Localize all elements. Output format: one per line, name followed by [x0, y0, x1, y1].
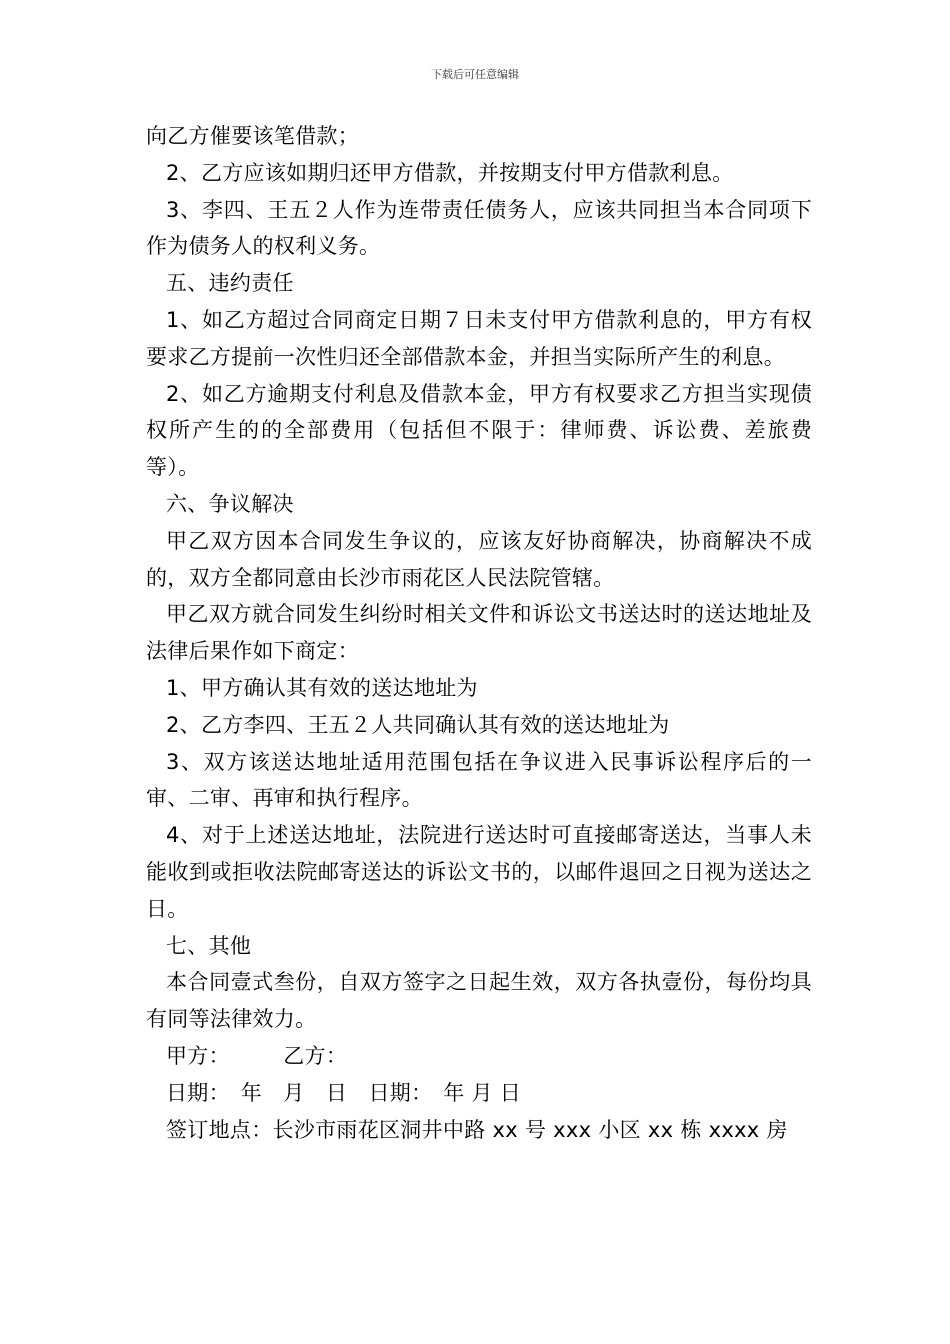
- paragraph: 向乙方催要该笔借款；: [146, 124, 359, 148]
- signing-location: 签订地点：长沙市雨花区洞井中路 xx 号 xxx 小区 xx 栋 xxxx 房: [166, 1117, 788, 1142]
- section-heading: 六、争议解决: [166, 491, 294, 516]
- paragraph: 4、对于上述送达地址，法院进行送达时可直接邮寄送达，当事人未能收到或拒收法院邮寄送达的诉讼文书的，以邮件退回之日视为送达之日。: [146, 823, 812, 921]
- paragraph: 甲乙双方就合同发生纠纷时相关文件和诉讼文书送达时的送达地址及法律后果作如下商定：: [146, 602, 812, 664]
- date-line: 日期： 年 月 日 日期： 年 月 日: [166, 1080, 522, 1105]
- section-heading: 五、违约责任: [166, 271, 294, 296]
- paragraph: 3、双方该送达地址适用范围包括在争议进入民事诉讼程序后的一审、二审、再审和执行程序。: [146, 749, 812, 811]
- paragraph: 本合同壹式叁份，自双方签字之日起生效，双方各执壹份，每份均具有同等法律效力。: [146, 970, 812, 1032]
- paragraph: 2、乙方应该如期归还甲方借款，并按期支付甲方借款利息。: [166, 160, 734, 185]
- paragraph: 甲乙双方因本合同发生争议的，应该友好协商解决，协商解决不成的，双方全都同意由长沙市雨花区人民法院管辖。: [146, 528, 812, 590]
- paragraph: 2、如乙方逾期支付利息及借款本金，甲方有权要求乙方担当实现债权所产生的的全部费用（包括但不限于：律师费、诉讼费、差旅费等）。: [146, 381, 812, 480]
- paragraph: 2、乙方李四、王五２人共同确认其有效的送达地址为: [166, 712, 670, 737]
- page-header: 下载后可任意编辑: [431, 68, 519, 81]
- paragraph: 1、甲方确认其有效的送达地址为: [166, 675, 478, 700]
- paragraph: 3、李四、王五２人作为连带责任债务人，应该共同担当本合同项下作为债务人的权利义务。: [146, 197, 812, 259]
- section-heading: 七、其他: [166, 933, 252, 958]
- contract-body: [146, 118, 812, 1148]
- signature-line: 甲方： 乙方：: [166, 1043, 348, 1068]
- paragraph: 1、如乙方超过合同商定日期７日未支付甲方借款利息的，甲方有权要求乙方提前一次性归还全部借款本金，并担当实际所产生的利息。: [146, 307, 812, 369]
